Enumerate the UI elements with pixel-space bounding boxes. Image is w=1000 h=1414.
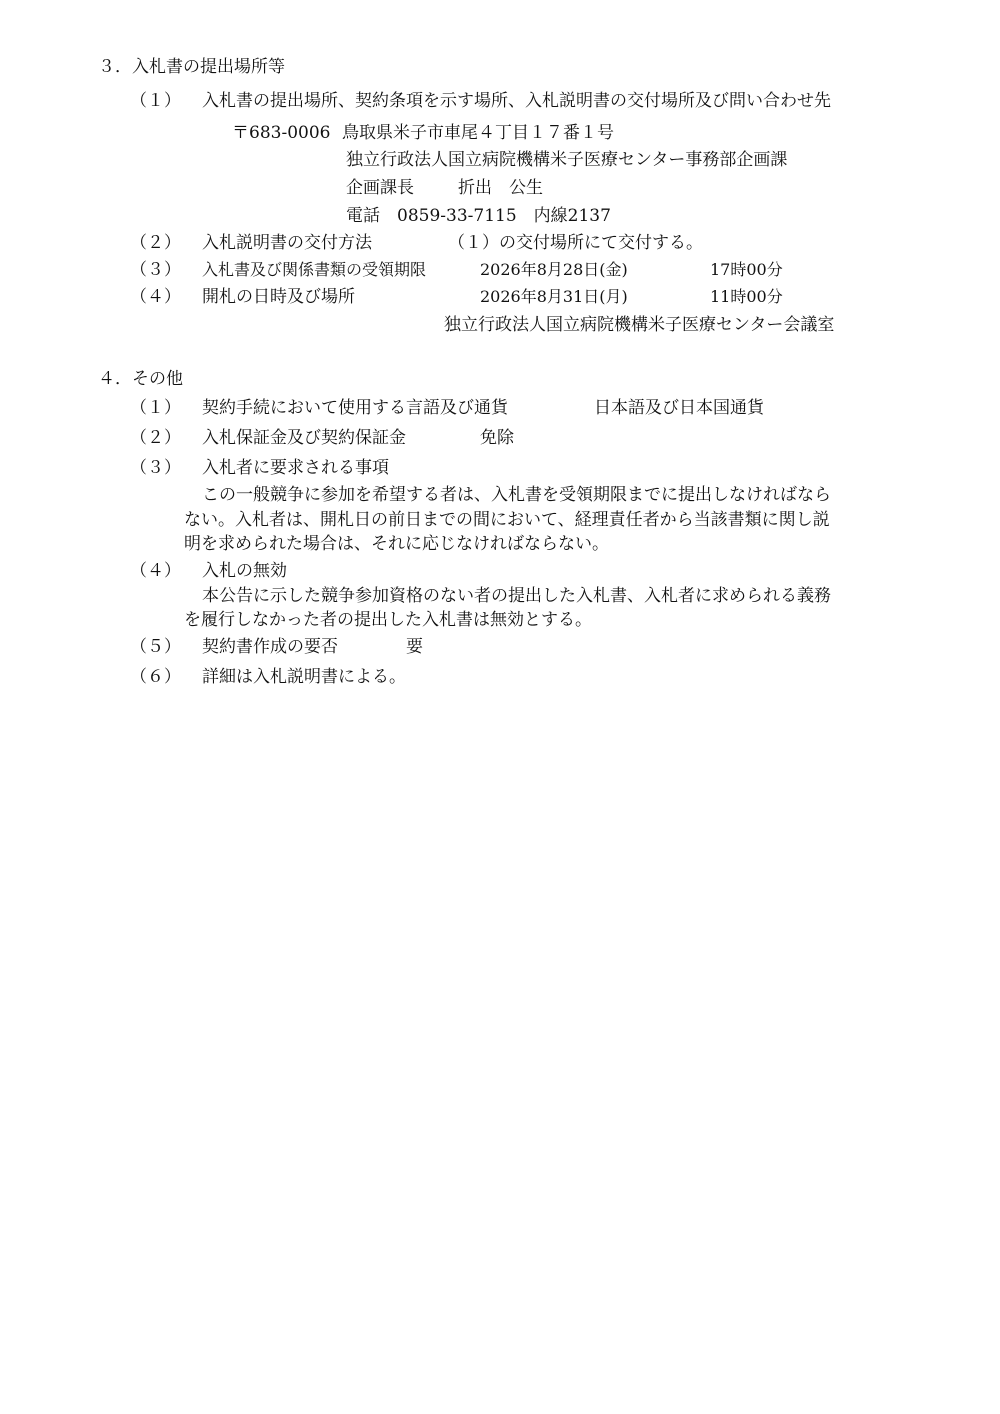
s4-item2-number: （２） — [130, 428, 181, 448]
organization: 独立行政法人国立病院機構米子医療センター事務部企画課 — [346, 150, 788, 170]
s3-item4-label: 開札の日時及び場所 — [202, 287, 355, 307]
s4-item4-line1: 本公告に示した競争参加資格のない者の提出した入札書、入札者に求められる義務 — [202, 586, 831, 606]
s3-item1-text: 入札書の提出場所、契約条項を示す場所、入札説明書の交付場所及び問い合わせ先 — [202, 91, 831, 111]
s4-item2-label: 入札保証金及び契約保証金 — [202, 428, 406, 448]
contact-phone: 電話 0859-33-7115 内線2137 — [346, 206, 611, 226]
s3-item2-value: （１）の交付場所にて交付する。 — [448, 233, 703, 253]
s4-item4-number: （４） — [130, 561, 181, 581]
s4-item2-value: 免除 — [480, 428, 514, 448]
s4-item1-value: 日本語及び日本国通貨 — [594, 398, 764, 418]
s3-item2-number: （２） — [130, 233, 181, 253]
s4-item3-label: 入札者に要求される事項 — [202, 458, 389, 478]
s3-item4-place: 独立行政法人国立病院機構米子医療センター会議室 — [444, 315, 835, 335]
postal-code: 〒683-0006 — [232, 123, 331, 143]
s4-item5-number: （５） — [130, 637, 181, 657]
s3-item1-number: （１） — [130, 91, 181, 111]
s3-item3-label: 入札書及び関係書類の受領期限 — [202, 260, 427, 279]
s4-item3-number: （３） — [130, 458, 181, 478]
s3-item4-number: （４） — [130, 287, 181, 307]
s4-item5-label: 契約書作成の要否 — [202, 637, 338, 657]
s4-item3-line1: この一般競争に参加を希望する者は、入札書を受領期限までに提出しなければなら — [202, 485, 831, 505]
s4-item4-line2: を履行しなかった者の提出した入札書は無効とする。 — [184, 610, 592, 630]
contact-title: 企画課長 — [346, 178, 414, 198]
s4-item3-line3: 明を求められた場合は、それに応じなければならない。 — [184, 534, 609, 554]
s4-item5-value: 要 — [406, 637, 423, 657]
s3-item4-time: 11時00分 — [710, 287, 783, 306]
s3-item3-number: （３） — [130, 260, 181, 280]
s4-item1-label: 契約手続において使用する言語及び通貨 — [202, 398, 508, 418]
s3-item4-date: 2026年8月31日(月) — [480, 287, 628, 306]
section4-heading: ４．その他 — [98, 369, 183, 389]
s4-item6-number: （６） — [130, 667, 181, 687]
s4-item6-text: 詳細は入札説明書による。 — [202, 667, 406, 687]
s4-item1-number: （１） — [130, 398, 181, 418]
section3-heading: ３．入札書の提出場所等 — [98, 57, 285, 77]
s3-item3-date: 2026年8月28日(金) — [480, 260, 628, 279]
s3-item3-time: 17時00分 — [710, 260, 783, 279]
address: 鳥取県米子市車尾４丁目１７番１号 — [342, 123, 614, 143]
contact-name: 折出 公生 — [458, 178, 543, 198]
s3-item2-label: 入札説明書の交付方法 — [202, 233, 372, 253]
s4-item4-label: 入札の無効 — [202, 561, 287, 581]
s4-item3-line2: ない。入札者は、開札日の前日までの間において、経理責任者から当該書類に関し説 — [184, 510, 830, 530]
